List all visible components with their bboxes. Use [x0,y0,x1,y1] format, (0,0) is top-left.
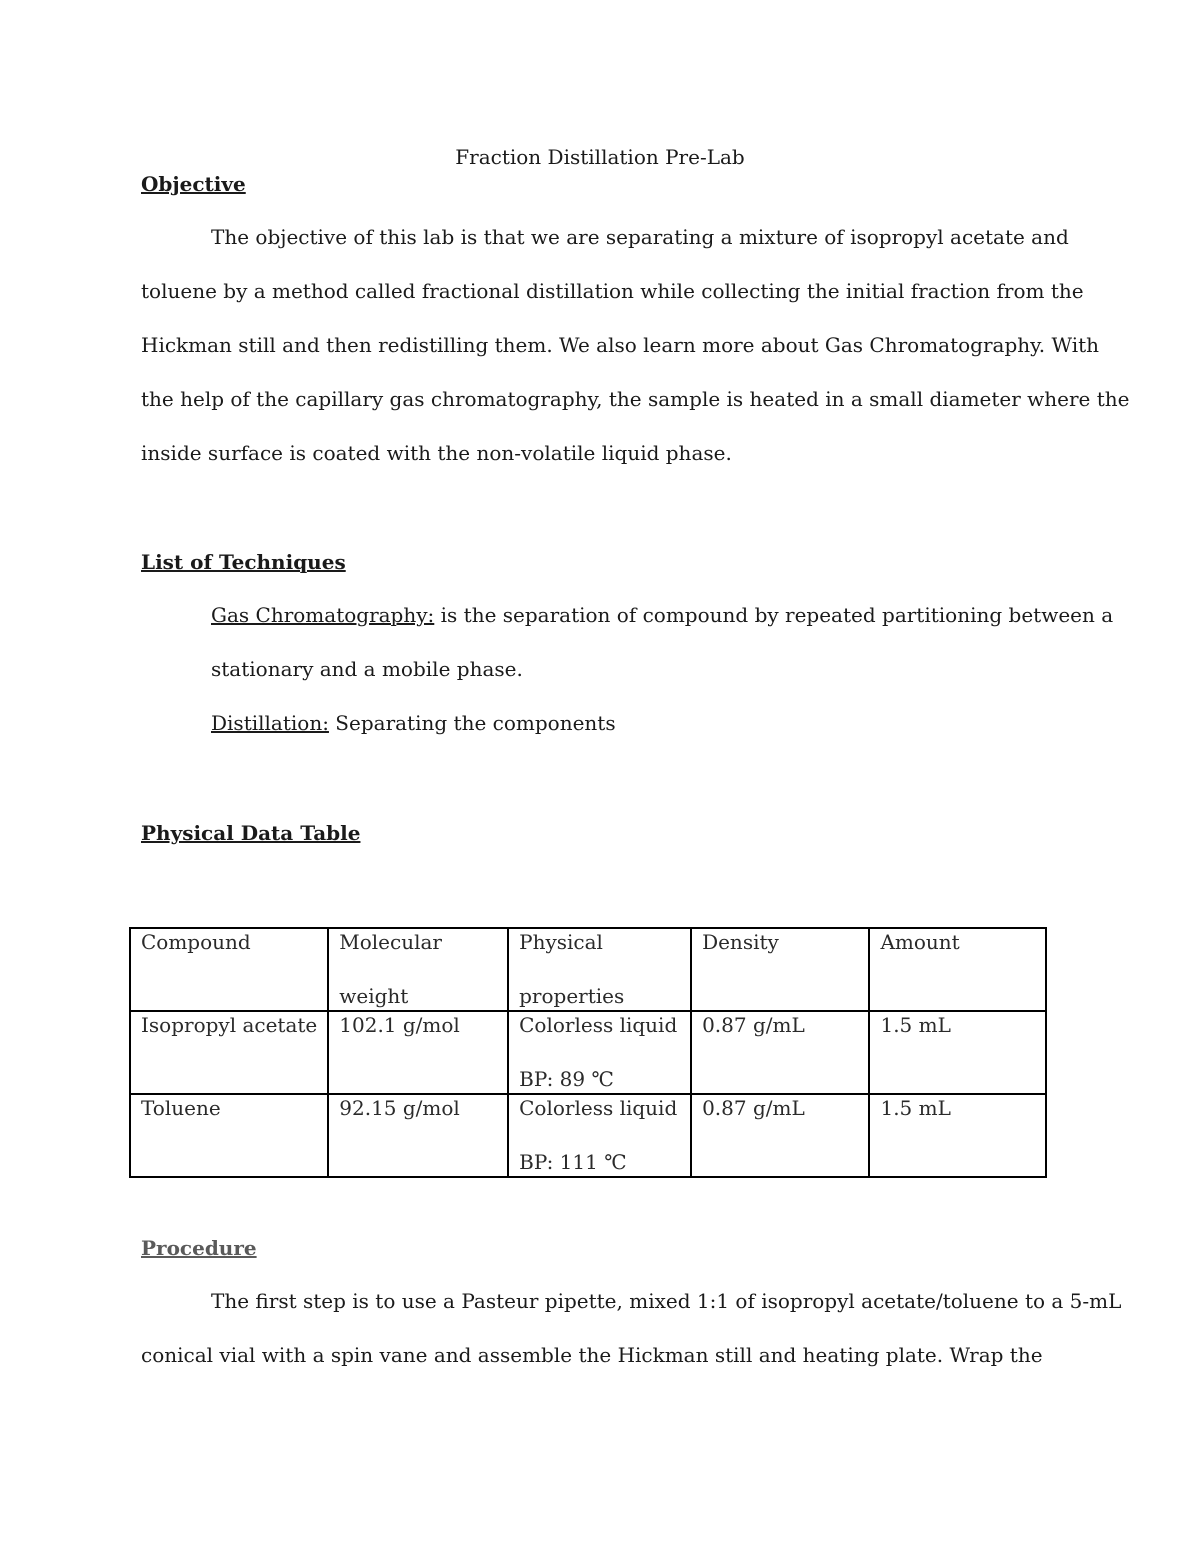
objective-line: Hickman still and then redistilling them. We also learn more about Gas Chromatography. With [141,333,1100,357]
physical-data-heading: Physical Data Table [141,821,361,845]
objective-line: The objective of this lab is that we are separating a mixture of isopropyl acetate and [211,225,1069,249]
table-header-cell: Compound [130,928,328,1011]
procedure-heading: Procedure [141,1236,257,1260]
table-cell: Toluene [130,1094,328,1177]
technique-term: Gas Chromatography: [211,603,435,627]
objective-line: the help of the capillary gas chromatography, the sample is heated in a small diameter where the [141,387,1130,411]
technique-gc-continued: stationary and a mobile phase. [211,657,523,681]
table-cell: 92.15 g/mol [328,1094,508,1177]
technique-distillation [211,696,1113,750]
techniques-heading: List of Techniques [141,550,346,574]
objective-paragraph [141,210,1130,480]
techniques-list [211,588,1113,750]
table-header-row [130,928,1046,1011]
procedure-line: The first step is to use a Pasteur pipette, mixed 1:1 of isopropyl acetate/toluene to a 5-mL [211,1289,1122,1313]
objective-line: toluene by a method called fractional distillation while collecting the initial fraction from the [141,279,1084,303]
table-cell: Colorless liquid BP: 111 ℃ [508,1094,691,1177]
document-title: Fraction Distillation Pre-Lab [455,145,745,169]
objective-line: inside surface is coated with the non-volatile liquid phase. [141,441,732,465]
table-cell: 0.87 g/mL [691,1011,869,1094]
table-header-cell: Physical properties [508,928,691,1011]
technique-definition: Separating the components [328,711,616,735]
table-header-cell: Amount [869,928,1046,1011]
technique-definition: is the separation of compound by repeated partitioning between a [434,603,1114,627]
table-header-cell: Density [691,928,869,1011]
table-cell: 0.87 g/mL [691,1094,869,1177]
table-cell: Colorless liquid BP: 89 ℃ [508,1011,691,1094]
table-cell: 1.5 mL [869,1011,1046,1094]
table-row [130,1094,1046,1177]
table-cell: 102.1 g/mol [328,1011,508,1094]
technique-term: Distillation: [211,711,329,735]
table-cell: 1.5 mL [869,1094,1046,1177]
objective-heading: Objective [141,172,246,196]
procedure-line: conical vial with a spin vane and assemble the Hickman still and heating plate. Wrap the [141,1343,1043,1367]
procedure-paragraph [141,1274,1122,1382]
technique-gc [211,588,1113,642]
table-cell: Isopropyl acetate [130,1011,328,1094]
table-row [130,1011,1046,1094]
physical-data-table [129,927,1047,1178]
table-header-cell: Molecular weight [328,928,508,1011]
